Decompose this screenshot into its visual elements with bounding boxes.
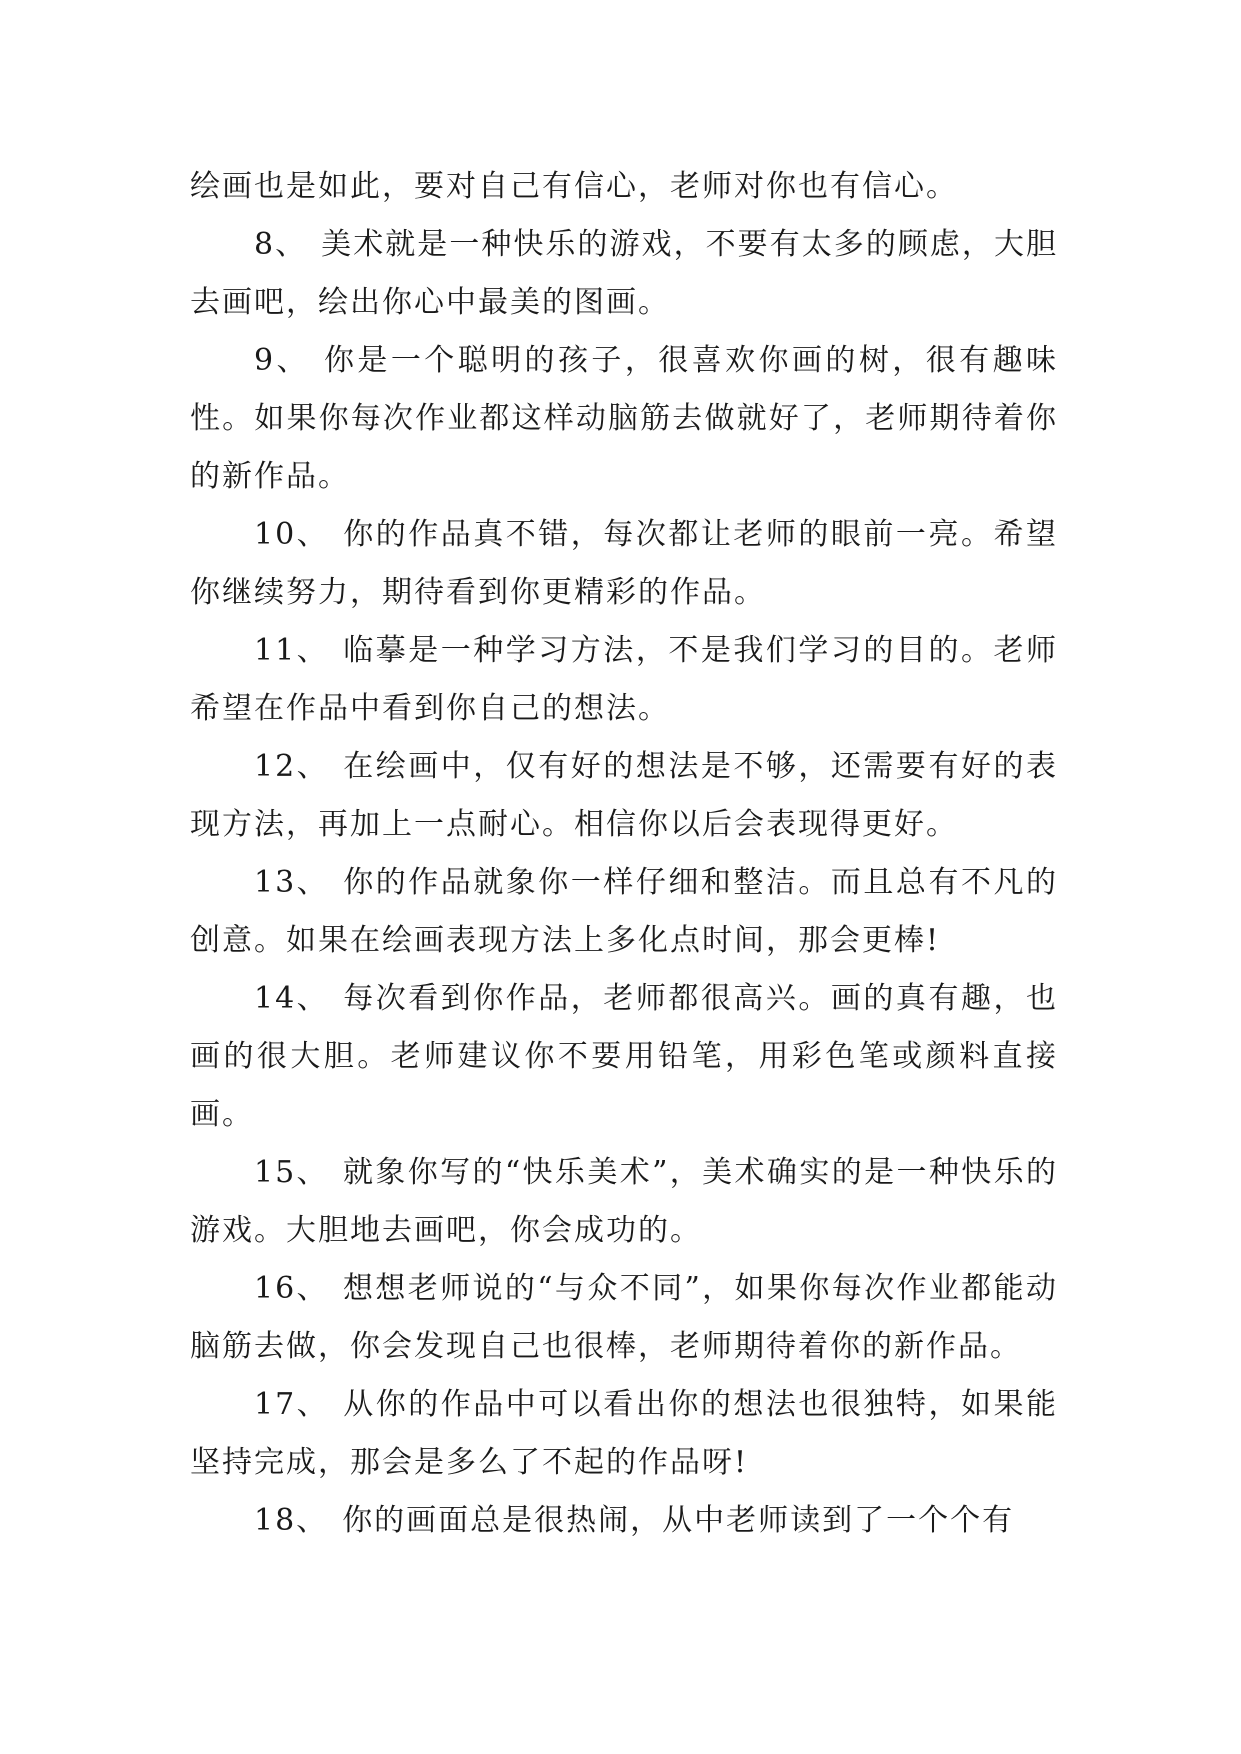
list-item bbox=[190, 1260, 1058, 1376]
item-text: 临摹是一种学习方法，不是我们学习的目的。老师希望在作品中看到你自己的想法。 bbox=[190, 633, 1058, 726]
item-text: 想想老师说的“与众不同”，如果你每次作业都能动脑筋去做，你会发现自己也很棒，老师期待着你的新作品。 bbox=[190, 1271, 1058, 1364]
list-item bbox=[190, 854, 1058, 970]
list-item bbox=[190, 1144, 1058, 1260]
item-number: 11、 bbox=[254, 633, 330, 668]
list-item bbox=[190, 738, 1058, 854]
item-number: 15、 bbox=[254, 1155, 329, 1190]
item-text: 从你的作品中可以看出你的想法也很独特，如果能坚持完成，那会是多么了不起的作品呀! bbox=[190, 1387, 1058, 1480]
item-number: 18、 bbox=[254, 1503, 329, 1538]
document-body bbox=[190, 158, 1058, 1550]
item-text: 你的作品真不错，每次都让老师的眼前一亮。希望你继续努力，期待看到你更精彩的作品。 bbox=[190, 517, 1058, 610]
item-number: 13、 bbox=[254, 865, 330, 900]
list-item bbox=[190, 1376, 1058, 1492]
list-item bbox=[190, 622, 1058, 738]
item-text: 就象你写的“快乐美术”，美术确实的是一种快乐的游戏。大胆地去画吧，你会成功的。 bbox=[190, 1155, 1058, 1248]
paragraph-continuation bbox=[190, 158, 1058, 216]
item-text: 美术就是一种快乐的游戏，不要有太多的顾虑，大胆去画吧，绘出你心中最美的图画。 bbox=[190, 227, 1059, 320]
item-text: 每次看到你作品，老师都很高兴。画的真有趣，也画的很大胆。老师建议你不要用铅笔，用彩色笔或颜料直接画。 bbox=[190, 981, 1058, 1132]
item-number: 8、 bbox=[254, 227, 308, 262]
list-item bbox=[190, 506, 1058, 622]
item-text: 在绘画中，仅有好的想法是不够，还需要有好的表现方法，再加上一点耐心。相信你以后会表现得更好。 bbox=[190, 749, 1058, 842]
item-number: 17、 bbox=[254, 1387, 330, 1422]
item-number: 10、 bbox=[254, 517, 330, 552]
list-item bbox=[190, 216, 1058, 332]
list-item bbox=[190, 332, 1058, 506]
item-number: 16、 bbox=[254, 1271, 329, 1306]
item-number: 9、 bbox=[254, 343, 310, 378]
item-text: 你的画面总是很热闹，从中老师读到了一个个有 bbox=[342, 1503, 1015, 1538]
item-text: 你是一个聪明的孩子，很喜欢你画的树，很有趣味性。如果你每次作业都这样动脑筋去做就好了，老师期待着你的新作品。 bbox=[190, 343, 1058, 494]
item-number: 12、 bbox=[254, 749, 330, 784]
item-text: 你的作品就象你一样仔细和整洁。而且总有不凡的创意。如果在绘画表现方法上多化点时间，那会更棒! bbox=[190, 865, 1058, 958]
paragraph-text: 绘画也是如此，要对自己有信心，老师对你也有信心。 bbox=[190, 169, 958, 204]
list-item bbox=[190, 1492, 1058, 1550]
list-item bbox=[190, 970, 1058, 1144]
item-number: 14、 bbox=[254, 981, 330, 1016]
